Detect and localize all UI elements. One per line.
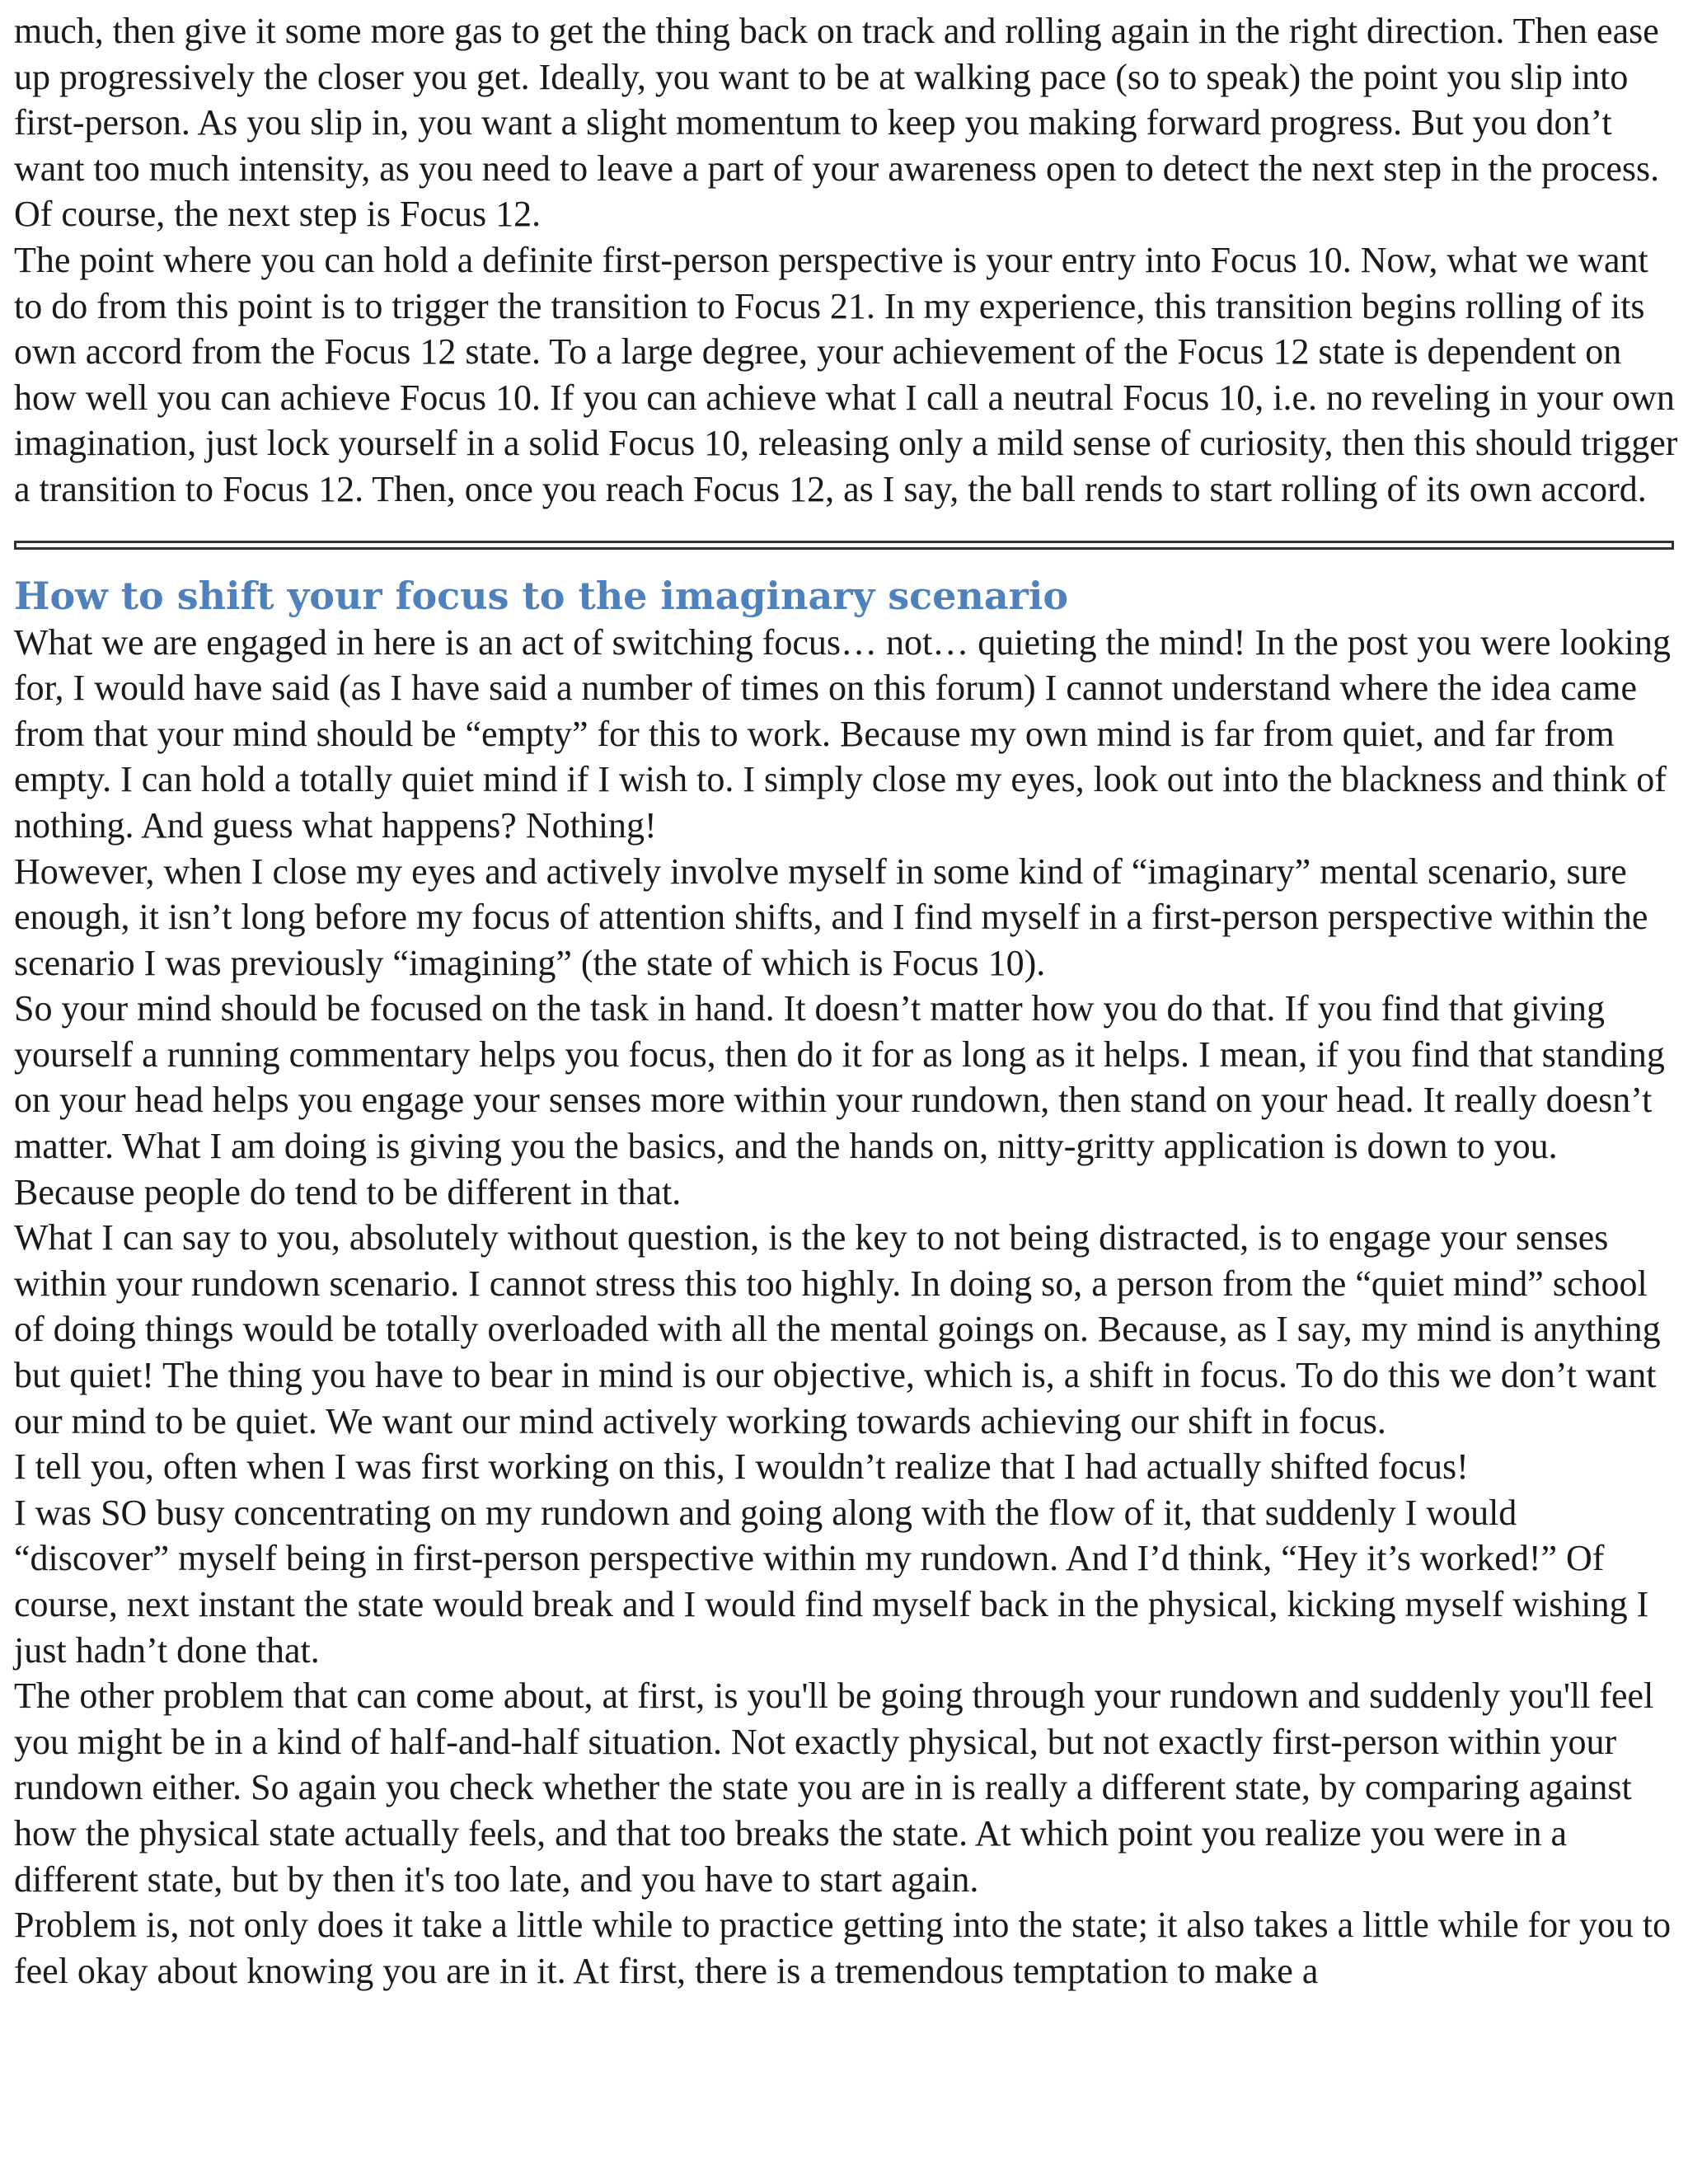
paragraph: I tell you, often when I was first working on this, I wouldn’t realize that I had actually shifted focus! (14, 1446, 1469, 1488)
divider-cap-left (14, 541, 16, 550)
divider-line-bottom (14, 547, 1674, 550)
paragraph: I was SO busy concentrating on my rundown and going along with the flow of it, that suddenly I would “discover” myself being in first-person perspective within my rundown. And I’d think, “Hey it’s worked!” Of course, next instant the state would break and I would find myself back in the physical, kicking myself wishing I just hadn’t done that. (14, 1492, 1649, 1671)
paragraph: What we are engaged in here is an act of switching focus… not… quieting the mind! In the post you were looking for, I would have said (as I have said a number of times on this forum) I cannot understand where the idea came from that your mind should be “empty” for this to work. Because my own mind is far from quiet, and far from empty. I can hold a totally quiet mind if I wish to. I simply close my eyes, look out into the blackness and think of nothing. And guess what happens? Nothing! (14, 621, 1672, 846)
paragraph: much, then give it some more gas to get the thing back on track and rolling again in the right direction. Then ease up progressively the closer you get. Ideally, you want to be at walking pace (so to speak) the point you slip into first-person. As you slip in, you want a slight momentum to keep you making forward progress. But you don’t want too much intensity, as you need to leave a part of your awareness open to detect the next step in the process. (14, 11, 1660, 189)
paragraph: The other problem that can come about, at first, is you'll be going through your rundown and suddenly you'll feel you might be in a kind of half-and-half situation. Not exactly physical, but not exactly first-person within your rundown either. So again you check whether the state you are in is really a different state, by comparing against how the physical state actually feels, and that too breaks the state. At which point you realize you were in a different state, but by then it's too late, and you have to start again. (14, 1675, 1654, 1900)
section-shift-focus (14, 572, 1679, 1994)
divider-cap-right (1672, 541, 1674, 550)
divider-line-top (14, 541, 1674, 543)
document-page (14, 8, 1679, 1994)
section-heading: How to shift your focus to the imaginary scenario (14, 573, 1069, 618)
section-divider (14, 541, 1674, 551)
paragraph: Problem is, not only does it take a little while to practice getting into the state; it also takes a little while for you to feel okay about knowing you are in it. At first, there is a tremendous temptation to make a (14, 1905, 1672, 1991)
paragraph: Of course, the next step is Focus 12. (14, 194, 542, 235)
paragraph: So your mind should be focused on the task in hand. It doesn’t matter how you do that. If you find that giving yourself a running commentary helps you focus, then do it for as long as it helps. I mean, if you find that standing on your head helps you engage your senses more within your rundown, then stand on your head. It really doesn’t matter. What I am doing is giving you the basics, and the hands on, nitty-gritty application is down to you. Because people do tend to be different in that. (14, 988, 1665, 1212)
paragraph: However, when I close my eyes and actively involve myself in some kind of “imaginary” mental scenario, sure enough, it isn’t long before my focus of attention shifts, and I find myself in a first-person perspective within the scenario I was previously “imagining” (the state of which is Focus 10). (14, 851, 1648, 983)
paragraph: The point where you can hold a definite first-person perspective is your entry into Focus 10. Now, what we want to do from this point is to trigger the transition to Focus 21. In my experience, this transition begins rolling of its own accord from the Focus 12 state. To a large degree, your achievement of the Focus 12 state is dependent on how well you can achieve Focus 10. If you can achieve what I call a neutral Focus 10, i.e. no reveling in your own imagination, just lock yourself in a solid Focus 10, releasing only a mild sense of curiosity, then this should trigger a transition to Focus 12. Then, once you reach Focus 12, as I say, the ball rends to start rolling of its own accord. (14, 239, 1678, 509)
section-intro (14, 8, 1679, 513)
paragraph: What I can say to you, absolutely without question, is the key to not being distracted, is to engage your senses within your rundown scenario. I cannot stress this too highly. In doing so, a person from the “quiet mind” school of doing things would be totally overloaded with all the mental goings on. Because, as I say, my mind is anything but quiet! The thing you have to bear in mind is our objective, which is, a shift in focus. To do this we don’t want our mind to be quiet. We want our mind actively working towards achieving our shift in focus. (14, 1217, 1661, 1441)
